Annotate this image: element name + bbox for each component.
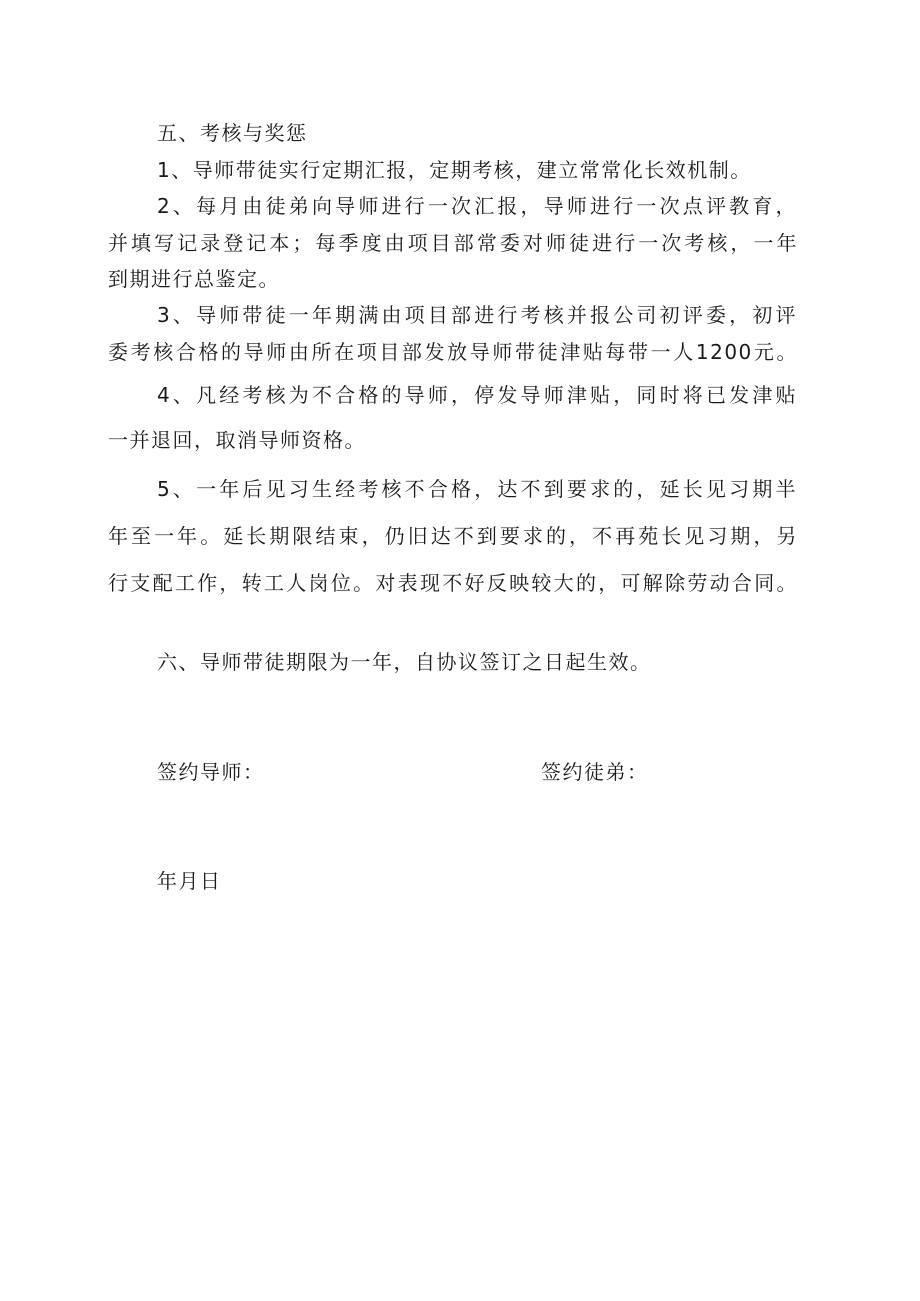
item-3-line-2: 委考核合格的导师由所在项目部发放导师带徒津贴每带一人1200元。 xyxy=(108,340,798,364)
item-5-line-2: 年至一年。延长期限结束，仍旧达不到要求的，不再苑长见习期，另 xyxy=(108,524,798,548)
section-5-heading: 五、考核与奖惩 xyxy=(157,121,308,145)
item-2-line-2: 并填写记录登记本；每季度由项目部常委对师徒进行一次考核，一年 xyxy=(108,231,798,255)
item-4-line-1: 4、凡经考核为不合格的导师，停发导师津贴，同时将已发津贴 xyxy=(157,383,797,407)
item-5-line-1: 5、一年后见习生经考核不合格，达不到要求的，延长见习期半 xyxy=(157,477,797,501)
item-1: 1、导师带徒实行定期汇报，定期考核，建立常常化长效机制。 xyxy=(157,158,752,182)
item-2-line-3: 到期进行总鉴定。 xyxy=(108,267,280,291)
item-2-line-1: 2、每月由徒弟向导师进行一次汇报，导师进行一次点评教育， xyxy=(157,194,797,218)
date-label: 年月日 xyxy=(157,869,222,893)
apprentice-signature-label: 签约徒弟： xyxy=(541,760,649,784)
item-5-line-3: 行支配工作，转工人岗位。对表现不好反映较大的，可解除劳动合同。 xyxy=(108,571,798,595)
item-3-line-1: 3、导师带徒一年期满由项目部进行考核并报公司初评委，初评 xyxy=(157,303,797,327)
mentor-signature-label: 签约导师： xyxy=(157,760,265,784)
section-6-heading: 六、导师带徒期限为一年，自协议签订之日起生效。 xyxy=(157,650,652,674)
item-4-line-2: 一并退回，取消导师资格。 xyxy=(108,428,366,452)
